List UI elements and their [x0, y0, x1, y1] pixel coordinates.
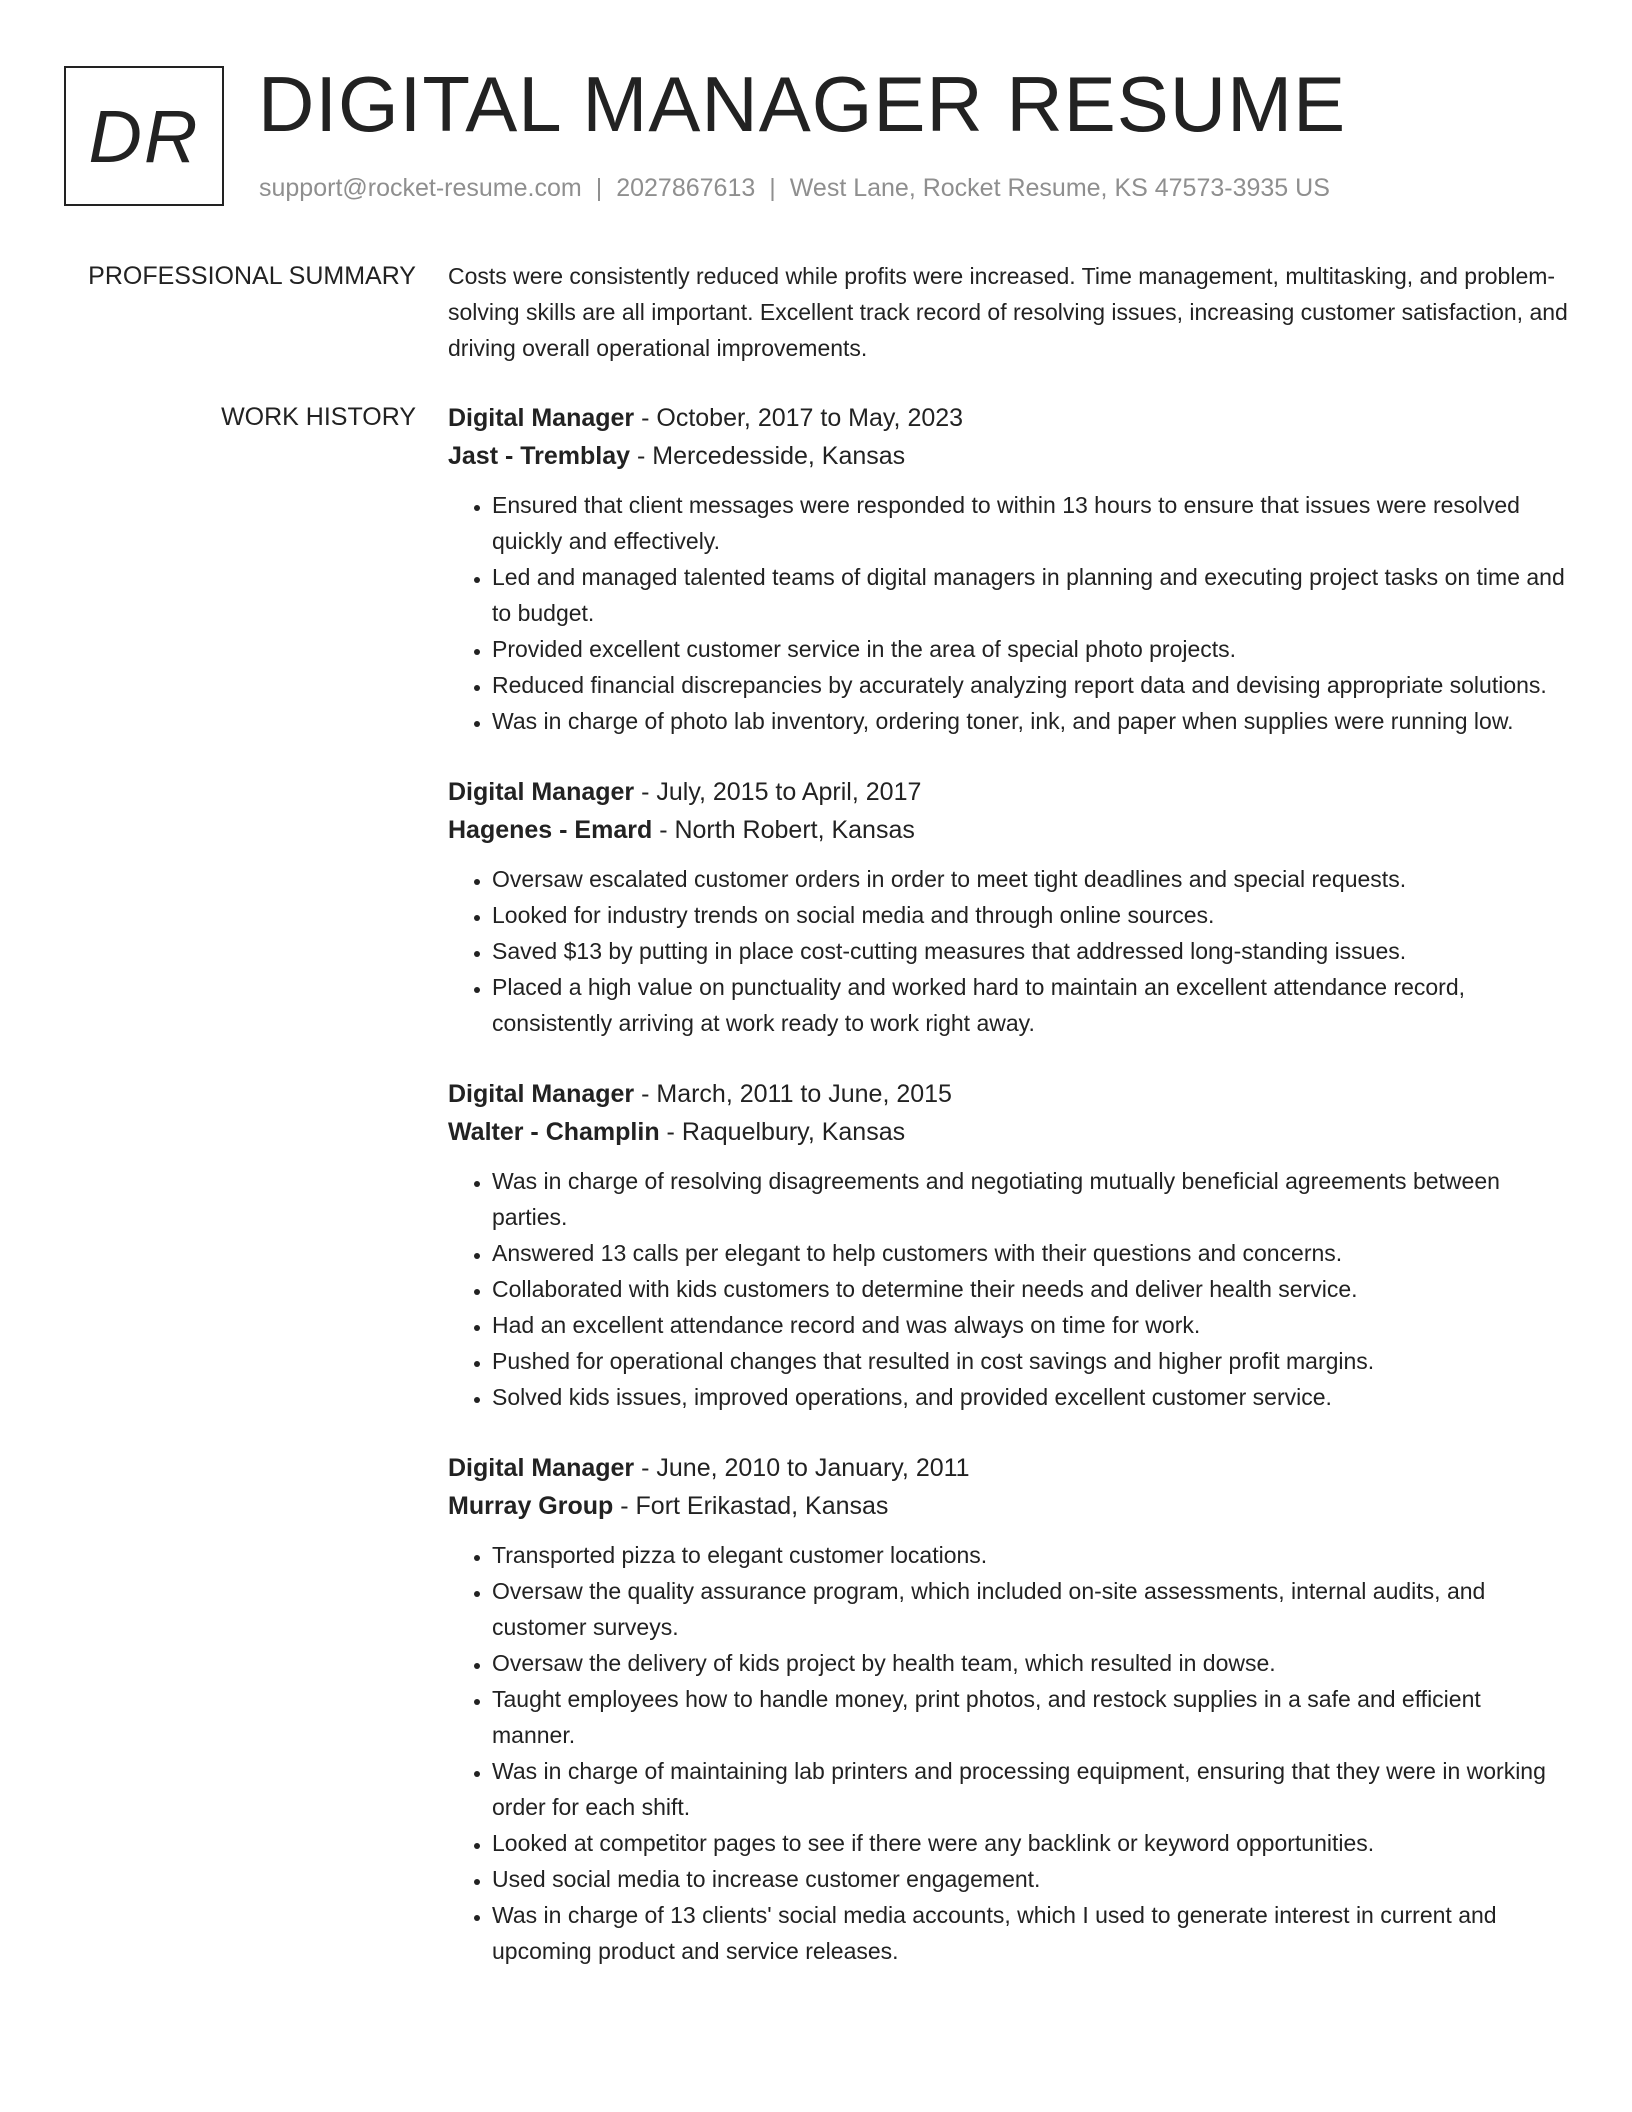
job-dates: - October, 2017 to May, 2023	[641, 404, 964, 432]
job-bullets	[448, 1163, 1568, 1415]
job-bullet: • Taught employees how to handle money, print photos, and restock supplies in a safe and efficient manner.	[492, 1681, 1568, 1753]
job-bullet: • Pushed for operational changes that resulted in cost savings and higher profit margins.	[492, 1343, 1568, 1379]
job-title: Digital Manager	[448, 1080, 635, 1108]
summary-text: Costs were consistently reduced while profits were increased. Time management, multitasking, and problem-solving skills are all important. Excellent track record of resolving issues, increasing customer satisfaction, and driving overall operational improvements.	[448, 263, 1568, 361]
job-location: - Mercedesside, Kansas	[636, 442, 906, 470]
job-bullet: • Was in charge of 13 clients' social media accounts, which I used to generate interest in current and upcoming product and service releases.	[492, 1897, 1568, 1969]
job-title: Digital Manager	[448, 404, 635, 432]
job-company-line	[448, 811, 1568, 849]
job-bullets	[448, 1537, 1568, 1969]
job-bullet: • Ensured that client messages were responded to within 13 hours to ensure that issues were resolved quickly and effectively.	[492, 487, 1568, 559]
job-dates: - July, 2015 to April, 2017	[641, 778, 922, 806]
job-bullet: • Collaborated with kids customers to determine their needs and deliver health service.	[492, 1271, 1568, 1307]
job-bullet: • Answered 13 calls per elegant to help customers with their questions and concerns.	[492, 1235, 1568, 1271]
job-bullets	[448, 861, 1568, 1041]
job-entry	[448, 1449, 1568, 1969]
job-bullets	[448, 487, 1568, 739]
contact-phone[interactable]: 2027867613	[616, 174, 756, 202]
job-title: Digital Manager	[448, 1454, 635, 1482]
contact-email[interactable]: support@rocket-resume.com	[259, 174, 582, 202]
job-title-line	[448, 773, 1568, 811]
job-company: Jast - Tremblay	[448, 442, 631, 470]
monogram-badge	[64, 66, 224, 206]
job-title: Digital Manager	[448, 778, 635, 806]
job-bullet: • Looked at competitor pages to see if there were any backlink or keyword opportunities.	[492, 1825, 1568, 1861]
job-dates: - June, 2010 to January, 2011	[641, 1454, 970, 1482]
job-dates: - March, 2011 to June, 2015	[641, 1080, 952, 1108]
job-company-line	[448, 1487, 1568, 1525]
job-title-line	[448, 1449, 1568, 1487]
resume-title: DIGITAL MANAGER RESUME	[258, 60, 1347, 148]
job-bullet: • Had an excellent attendance record and was always on time for work.	[492, 1307, 1568, 1343]
job-location: - Raquelbury, Kansas	[666, 1118, 906, 1146]
job-company: Murray Group	[448, 1492, 614, 1520]
job-entry	[448, 773, 1568, 1041]
job-company: Hagenes - Emard	[448, 816, 653, 844]
job-bullet: • Transported pizza to elegant customer locations.	[492, 1537, 1568, 1573]
job-bullet: • Solved kids issues, improved operations, and provided excellent customer service.	[492, 1379, 1568, 1415]
job-company: Walter - Champlin	[448, 1118, 660, 1146]
section-label-summary: PROFESSIONAL SUMMARY	[88, 262, 416, 290]
job-location: - North Robert, Kansas	[659, 816, 915, 844]
job-title-line	[448, 1075, 1568, 1113]
job-location: - Fort Erikastad, Kansas	[620, 1492, 889, 1520]
summary-body	[448, 258, 1568, 366]
job-bullet: • Provided excellent customer service in the area of special photo projects.	[492, 631, 1568, 667]
job-bullet: • Looked for industry trends on social media and through online sources.	[492, 897, 1568, 933]
job-bullet: • Was in charge of maintaining lab printers and processing equipment, ensuring that they were in working order for each shift.	[492, 1753, 1568, 1825]
job-bullet: • Reduced financial discrepancies by accurately analyzing report data and devising appropriate solutions.	[492, 667, 1568, 703]
job-bullet: • Oversaw the quality assurance program, which included on-site assessments, internal audits, and customer surveys.	[492, 1573, 1568, 1645]
job-title-line	[448, 399, 1568, 437]
job-bullet: • Oversaw escalated customer orders in order to meet tight deadlines and special requests.	[492, 861, 1568, 897]
job-bullet: • Placed a high value on punctuality and worked hard to maintain an excellent attendance record, consistently arriving at work ready to work right away.	[492, 969, 1568, 1041]
job-company-line	[448, 437, 1568, 475]
job-bullet: • Was in charge of photo lab inventory, ordering toner, ink, and paper when supplies were running low.	[492, 703, 1568, 739]
job-bullet: • Was in charge of resolving disagreements and negotiating mutually beneficial agreements between parties.	[492, 1163, 1568, 1235]
job-bullet: • Used social media to increase customer engagement.	[492, 1861, 1568, 1897]
job-company-line	[448, 1113, 1568, 1151]
job-entry	[448, 399, 1568, 739]
section-label-work-history: WORK HISTORY	[221, 403, 416, 431]
contact-line	[259, 174, 1330, 203]
job-bullet: • Oversaw the delivery of kids project by health team, which resulted in dowse.	[492, 1645, 1568, 1681]
job-entry	[448, 1075, 1568, 1415]
monogram-initials: DR	[88, 94, 200, 178]
contact-separator: |	[595, 174, 603, 202]
job-bullet: • Saved $13 by putting in place cost-cutting measures that addressed long-standing issues.	[492, 933, 1568, 969]
contact-address: West Lane, Rocket Resume, KS 47573-3935 US	[789, 174, 1330, 202]
work-history-body	[448, 399, 1568, 2003]
contact-separator: |	[769, 174, 776, 202]
job-bullet: • Led and managed talented teams of digital managers in planning and executing project tasks on time and to budget.	[492, 559, 1568, 631]
